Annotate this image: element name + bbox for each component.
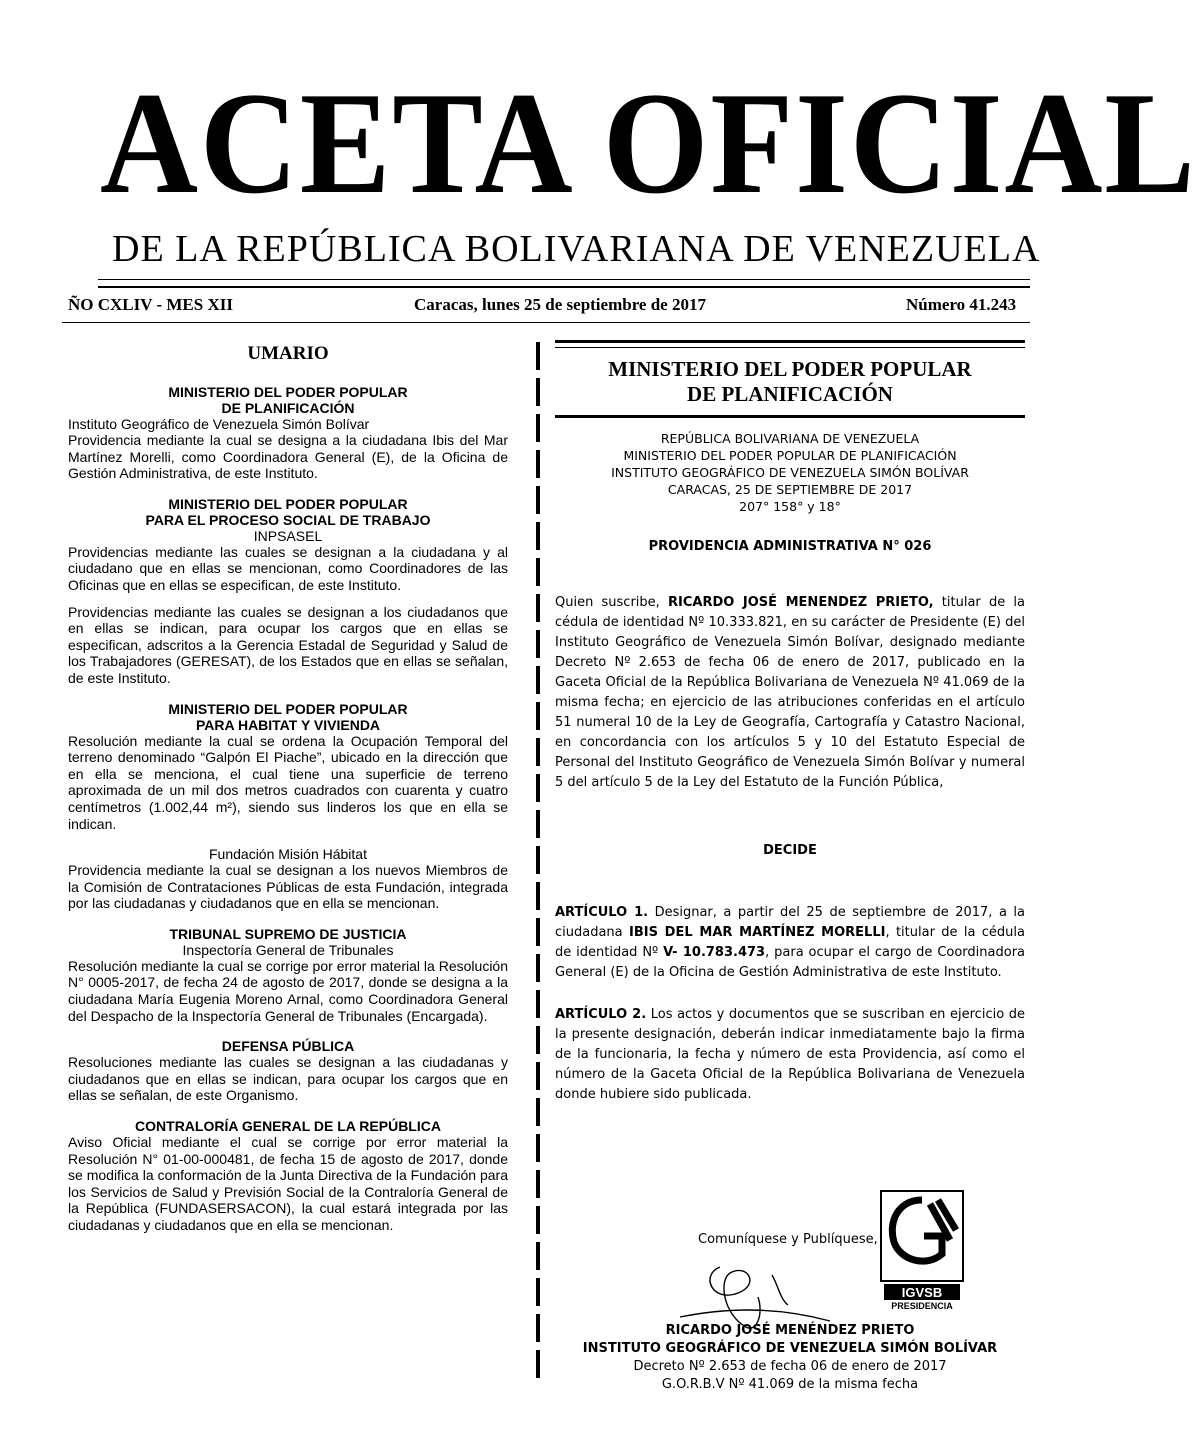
section-subtitle: Fundación Misión Hábitat	[209, 846, 367, 863]
sumario-entry: Resolución mediante la cual se ordena la Ocupación Temporal del terreno denominado “Galpón El Piache”, ubicado en la dirección que en ella se menciona, el cual tiene una superficie de terreno aproximada de un mil dos metros cuadrados con cuarenta y cuatro centímetros (1.002,44 m²), siendo sus linderos los que en ella se indican.	[68, 732, 508, 832]
providencia-column	[555, 340, 1025, 1105]
section-subtitle: Instituto Geográfico de Venezuela Simón Bolívar	[68, 416, 370, 432]
sumario-section-contraloria	[68, 1118, 508, 1234]
ministry-heading-box	[555, 340, 1025, 418]
article-1-text: , titular de la cédula de identidad Nº	[555, 925, 1025, 960]
masthead-subtitle: DE LA REPÚBLICA BOLIVARIANA DE VENEZUELA	[112, 228, 1041, 270]
masthead-rule-top	[98, 279, 1030, 280]
signer-institution: INSTITUTO GEOGRÁFICO DE VENEZUELA SIMÓN BOLÍVAR	[582, 1341, 998, 1356]
sumario-entry: Aviso Oficial mediante el cual se corrige por error material la Resolución N° 01-00-000481, de fecha 15 de agosto de 2017, donde se modifica la conformación de la Junta Directiva de la Fundación para los Servicios de Salud y Previsión Social de la Contraloría General de la República (FUNDASERSACON), la cual estará integrada por las ciudadanas y ciudadanos que en ella se mencionan.	[68, 1134, 508, 1233]
sumario-section-defensa	[68, 1038, 508, 1104]
sumario-entry: Providencia mediante la cual se designan a los nuevos Miembros de la Comisión de Contrataciones Públicas de esta Fundación, integrada por las ciudadanas y ciudadanos que en ella se mencionan.	[68, 862, 508, 912]
section-title: CONTRALORÍA GENERAL DE LA REPÚBLICA	[135, 1118, 441, 1135]
issue-year-month: ÑO CXLIV - MES XII	[68, 295, 233, 314]
providencia-title: PROVIDENCIA ADMINISTRATIVA N° 026	[648, 539, 932, 554]
intro-rest: titular de la cédula de identidad Nº 10.333.821, en su carácter de Presidente (E) del Instituto Geográfico de Venezuela Simón Bolívar, designado mediante Decreto Nº 2.653 de fecha 06 de enero de 2017, publicado en la Gaceta Oficial de la República Bolivariana de Venezuela Nº 41.069 de la misma fecha; en ejercicio de las atribuciones conferidas en el artículo 51 numeral 10 de la Ley de Geografía, Cartografía y Catastro Nacional, en concordancia con los artículos 5 y 10 del Estatuto Especial de Personal del Instituto Geográfico de Venezuela Simón Bolívar y numeral 5 del artículo 5 de la Ley del Estatuto de la Función Pública,	[555, 595, 1025, 790]
sumario-column	[68, 340, 508, 1248]
article-2	[555, 1005, 1025, 1105]
igvsb-seal-logo	[880, 1190, 964, 1310]
article-1-text: , para ocupar el cargo de Coordinadora General (E) de la Oficina de Gestión Administrativa de este Instituto.	[555, 945, 1026, 980]
intro-paragraph	[555, 593, 1025, 793]
sumario-entry: Providencia mediante la cual se designa a la ciudadana Ibis del Mar Martínez Morelli, como Coordinadora General (E), de la Oficina de Gestión Administrativa, de este Instituto.	[68, 432, 508, 482]
section-title: TRIBUNAL SUPREMO DE JUSTICIA	[169, 925, 407, 942]
sumario-section-vivienda	[68, 701, 508, 912]
seal-subtext: PRESIDENCIA	[891, 1301, 953, 1311]
section-title: MINISTERIO DEL PODER POPULAR	[168, 384, 408, 400]
signer-gazette: G.O.R.B.V Nº 41.069 de la misma fecha	[661, 1377, 919, 1392]
seal-text: IGVSB	[901, 1285, 943, 1300]
column-divider	[536, 342, 540, 1382]
issue-place-date: Caracas, lunes 25 de septiembre de 2017	[414, 295, 706, 314]
header-rule	[62, 322, 1030, 323]
header-line: 207° 158° y 18°	[739, 499, 841, 514]
ministry-title-line: DE PLANIFICACIÓN	[687, 382, 893, 406]
header-line: MINISTERIO DEL PODER POPULAR DE PLANIFICACIÓN	[623, 448, 957, 463]
header-line: CARACAS, 25 DE SEPTIEMBRE DE 2017	[667, 482, 913, 497]
sumario-entry: Resolución mediante la cual se corrige por error material la Resolución N° 0005-2017, de fecha 24 de agosto de 2017, donde se designa a la ciudadana María Eugenia Moreno Arnal, como Coordinadora General del Despacho de la Inspectoría General de Tribunales (Encargada).	[68, 957, 508, 1024]
sumario-entry: Providencias mediante las cuales se designan a los ciudadanos que en ellas se indican, para ocupar los cargos que en ellas se especifican, adscritos a la Gerencia Estadal de Seguridad y Salud de los Trabajadores (GERESAT), de los Estados que en ellas se señalan, de este Instituto.	[68, 603, 508, 686]
sumario-section-trabajo	[68, 496, 508, 687]
closing-formula: Comuníquese y Publíquese,	[698, 1232, 878, 1247]
issue-number: Número 41.243	[906, 295, 1017, 314]
article-1-name: IBIS DEL MAR MARTÍNEZ MORELLI	[629, 925, 886, 940]
masthead-rule-bottom	[98, 286, 1030, 288]
header-line: REPÚBLICA BOLIVARIANA DE VENEZUELA	[660, 431, 920, 446]
signer-decree: Decreto Nº 2.653 de fecha 06 de enero de 2017	[633, 1359, 947, 1374]
article-1-text: Designar, a partir del 25 de septiembre de 2017, a la ciudadana	[555, 905, 1026, 940]
sumario-entry: Providencias mediante las cuales se designan a la ciudadana y al ciudadano que en ellas se mencionan, como Coordinadores de las Oficinas que en ellas se especifican, de este Instituto.	[68, 543, 508, 593]
header-line: INSTITUTO GEOGRÁFICO DE VENEZUELA SIMÓN BOLÍVAR	[611, 465, 969, 480]
signer-name: RICARDO JOSÉ MENÉNDEZ PRIETO	[665, 1323, 915, 1338]
section-subtitle: Inspectoría General de Tribunales	[182, 941, 394, 958]
section-subtitle: INPSASEL	[253, 527, 323, 544]
decide-heading: DECIDE	[763, 843, 817, 858]
sumario-title: UMARIO	[247, 343, 329, 364]
sumario-section-tsj	[68, 926, 508, 1024]
section-title: PARA EL PROCESO SOCIAL DE TRABAJO	[145, 511, 431, 528]
section-title: MINISTERIO DEL PODER POPULAR	[168, 700, 408, 717]
intro-prefix: Quien suscribe,	[555, 595, 668, 610]
ministry-title-line: MINISTERIO DEL PODER POPULAR	[608, 357, 972, 381]
ministry-title	[555, 357, 1025, 407]
article-1-label: ARTÍCULO 1.	[555, 905, 649, 920]
document-header	[555, 430, 1025, 515]
article-1	[555, 903, 1025, 983]
section-title: DEFENSA PÚBLICA	[221, 1038, 355, 1055]
article-2-label: ARTÍCULO 2.	[555, 1007, 647, 1022]
section-title: DE PLANIFICACIÓN	[221, 400, 355, 416]
article-2-text: Los actos y documentos que se suscriban en ejercicio de la presente designación, deberán indicar inmediatamente bajo la firma de la funcionaria, la fecha y número de esta Providencia, así como el número de la Gaceta Oficial de la República Bolivariana de Venezuela donde hubiere sido publicada.	[555, 1007, 1026, 1102]
masthead-title: ACETA OFICIAL	[100, 62, 1197, 224]
section-title: MINISTERIO DEL PODER POPULAR	[168, 495, 408, 512]
sumario-section-planificacion	[68, 384, 508, 482]
sumario-entry: Resoluciones mediante las cuales se designan a las ciudadanas y ciudadanos que en ellas se indican, para ocupar los cargos que en ellas se señalan, de este Organismo.	[68, 1054, 508, 1104]
section-title: PARA HABITAT Y VIVIENDA	[195, 716, 381, 733]
intro-name: RICARDO JOSÉ MENENDEZ PRIETO,	[668, 595, 934, 610]
article-1-id: V- 10.783.473	[663, 945, 766, 960]
